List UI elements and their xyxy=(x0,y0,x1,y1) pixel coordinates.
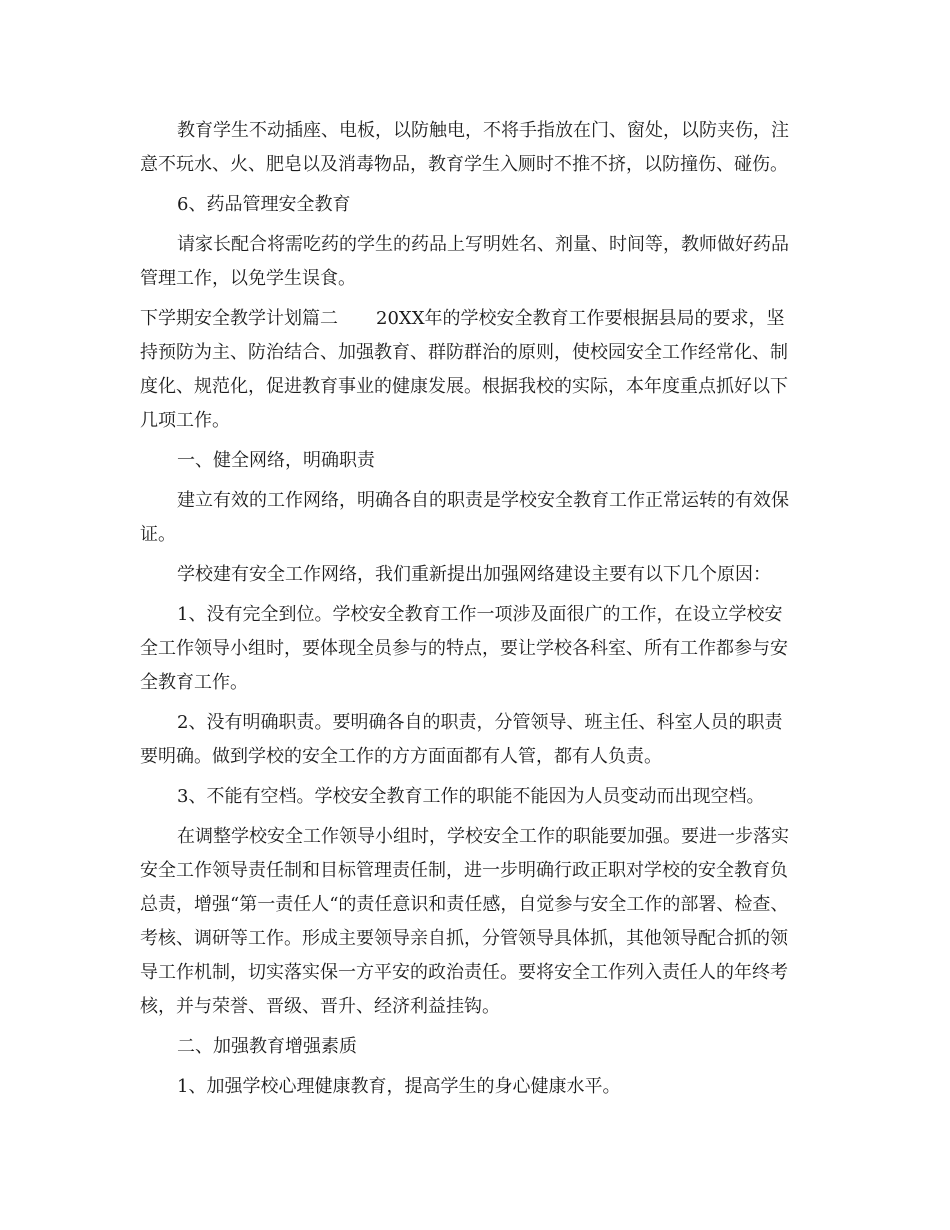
paragraph-reason-three xyxy=(140,780,820,814)
text-line: 3、不能有空档。学校安全教育工作的职能不能因为人员变动而出现空档。 xyxy=(177,786,765,807)
text-line: 总责，增强“第一责任人“的责任意识和责任感，自觉参与安全工作的部署、检查、 xyxy=(140,894,789,915)
text-line: 度化、规范化，促进教育事业的健康发展。根据我校的实际，本年度重点抓好以下 xyxy=(140,376,788,397)
text-line: 全工作领导小组时，要体现全员参与的特点，要让学校各科室、所有工作都参与安 xyxy=(140,638,788,659)
paragraph-mental-health xyxy=(140,1070,820,1104)
paragraph-reason-two xyxy=(140,706,820,774)
paragraph-network-reasons xyxy=(140,558,820,592)
document-body xyxy=(140,114,820,1110)
text-line: 建立有效的工作网络，明确各自的职责是学校安全教育工作正常运转的有效保 xyxy=(177,490,789,511)
text-line: 一、健全网络，明确职责 xyxy=(177,450,375,471)
heading-education-quality xyxy=(140,1030,820,1064)
paragraph-electric-safety xyxy=(140,114,820,182)
text-line: 持预防为主、防治结合、加强教育、群防群治的原则，使校园安全工作经常化、制 xyxy=(140,342,788,363)
paragraph-reason-one xyxy=(140,598,820,700)
paragraph-leadership-adjustment xyxy=(140,820,820,1024)
section-title: 下学期安全教学计划篇二 xyxy=(140,308,338,329)
text-line xyxy=(140,302,820,336)
heading-medicine-safety xyxy=(140,188,820,222)
text-line: 教育学生不动插座、电板，以防触电，不将手指放在门、窗处，以防夹伤，注 xyxy=(177,120,789,141)
text-line: 几项工作。 xyxy=(140,410,230,431)
text-line: 2、没有明确职责。要明确各自的职责，分管领导、班主任、科室人员的职责 xyxy=(177,712,783,733)
paragraph-work-network xyxy=(140,484,820,552)
text-line: 学校建有安全工作网络，我们重新提出加强网络建设主要有以下几个原因： xyxy=(177,564,771,585)
text-line-start: 20XX年的学校安全教育工作要根据县局的要求，坚 xyxy=(376,308,785,329)
text-line: 请家长配合将需吃药的学生的药品上写明姓名、剂量、时间等，教师做好药品 xyxy=(177,234,789,255)
heading-network-duties xyxy=(140,444,820,478)
text-line: 6、药品管理安全教育 xyxy=(177,194,351,215)
text-line: 核，并与荣誉、晋级、晋升、经济利益挂钩。 xyxy=(140,996,500,1017)
text-line: 管理工作，以免学生误食。 xyxy=(140,268,356,289)
text-line: 要明确。做到学校的安全工作的方方面面都有人管，都有人负责。 xyxy=(140,746,662,767)
text-line: 考核、调研等工作。形成主要领导亲自抓，分管领导具体抓，其他领导配合抓的领 xyxy=(140,928,788,949)
text-line: 二、加强教育增强素质 xyxy=(177,1036,357,1057)
text-line: 1、没有完全到位。学校安全教育工作一项涉及面很广的工作，在设立学校安 xyxy=(177,604,783,625)
text-line: 导工作机制，切实落实保一方平安的政治责任。要将安全工作列入责任人的年终考 xyxy=(140,962,788,983)
paragraph-medicine-management xyxy=(140,228,820,296)
text-line: 证。 xyxy=(140,524,176,545)
text-line: 在调整学校安全工作领导小组时，学校安全工作的职能要加强。要进一步落实 xyxy=(177,826,789,847)
text-line: 意不玩水、火、肥皂以及消毒物品，教育学生入厕时不推不挤，以防撞伤、碰伤。 xyxy=(140,154,788,175)
text-line: 1、加强学校心理健康教育，提高学生的身心健康水平。 xyxy=(177,1076,621,1097)
paragraph-plan-part-two xyxy=(140,302,820,438)
text-line: 安全工作领导责任制和目标管理责任制，进一步明确行政正职对学校的安全教育负 xyxy=(140,860,788,881)
text-line: 全教育工作。 xyxy=(140,672,248,693)
